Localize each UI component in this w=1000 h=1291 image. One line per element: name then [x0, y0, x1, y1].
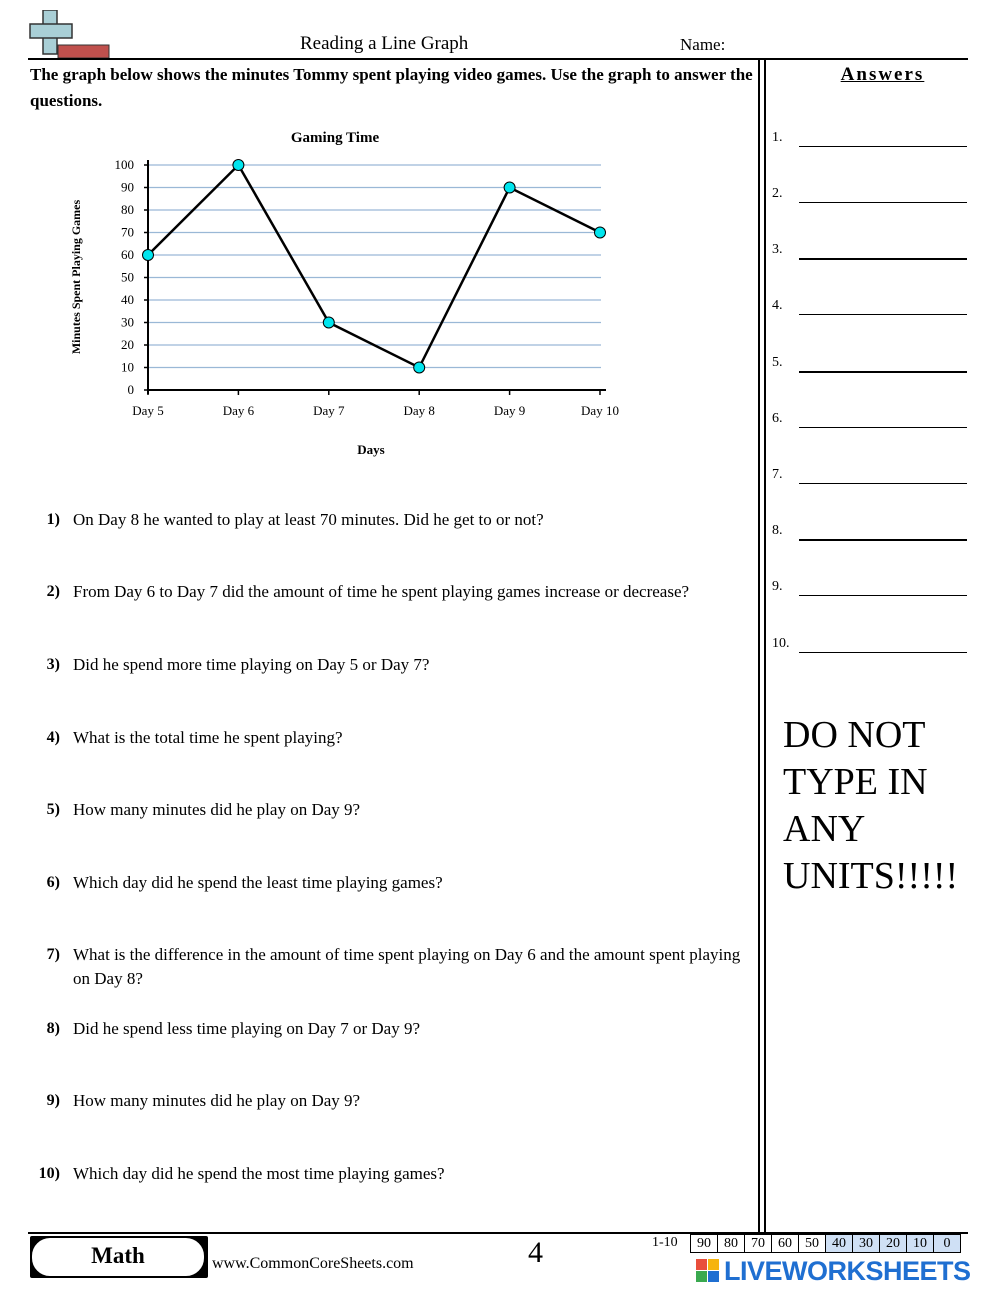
data-point	[595, 227, 606, 238]
y-tick-label: 70	[121, 224, 134, 240]
y-tick-label: 10	[121, 359, 134, 375]
answer-input[interactable]	[799, 202, 967, 203]
page-number: 4	[528, 1236, 543, 1269]
y-axis-label: Minutes Spent Playing Games	[69, 199, 83, 355]
data-line	[148, 165, 600, 368]
y-tick-label: 0	[127, 382, 134, 397]
answer-input[interactable]	[799, 539, 967, 541]
x-tick-label: Day 8	[403, 403, 435, 418]
subject-badge: Math	[30, 1236, 206, 1278]
header-divider	[28, 58, 968, 60]
score-cell: 90	[691, 1235, 718, 1253]
answer-row	[772, 130, 972, 152]
data-point	[323, 317, 334, 328]
answers-title: Answers	[840, 64, 925, 85]
x-tick-label: Day 10	[581, 403, 619, 418]
answer-row	[772, 186, 972, 208]
data-point	[504, 182, 515, 193]
question-text: What is the total time he spent playing?	[73, 728, 343, 747]
answer-label: 4.	[772, 298, 783, 313]
answer-row	[772, 242, 972, 264]
answer-input[interactable]	[799, 483, 967, 484]
answer-label: 2.	[772, 186, 783, 201]
x-tick-label: Day 5	[132, 403, 164, 418]
x-tick-label: Day 9	[493, 403, 526, 418]
x-tick-label: Day 7	[313, 403, 345, 418]
answer-input[interactable]	[799, 595, 967, 596]
answer-input[interactable]	[799, 258, 967, 260]
page-title: Reading a Line Graph	[300, 33, 469, 54]
data-point	[233, 160, 244, 171]
score-cell: 70	[745, 1235, 772, 1253]
data-point	[143, 250, 154, 261]
question-text: On Day 8 he wanted to play at least 70 minutes. Did he get to or not?	[73, 510, 544, 529]
answer-input[interactable]	[799, 146, 967, 147]
y-tick-label: 30	[121, 314, 134, 330]
logo-icon	[28, 10, 112, 60]
answer-row	[772, 411, 972, 433]
question-text: Which day did he spend the most time playing games?	[73, 1164, 445, 1183]
y-tick-label: 40	[121, 292, 134, 307]
answer-input[interactable]	[799, 652, 967, 653]
answer-label: 9.	[772, 579, 783, 594]
y-tick-label: 60	[121, 247, 134, 262]
answer-label: 6.	[772, 411, 783, 426]
liveworksheets-cubes-icon	[696, 1259, 722, 1285]
line-chart	[60, 120, 660, 465]
score-range-label: 1-10	[652, 1235, 678, 1250]
question-text: From Day 6 to Day 7 did the amount of time he spent playing games increase or decrease?	[73, 582, 690, 601]
answer-row	[772, 636, 972, 658]
score-cell: 40	[826, 1235, 853, 1253]
question-text: Did he spend less time playing on Day 7 or Day 9?	[73, 1019, 421, 1038]
name-label: Name:	[680, 35, 726, 54]
question-number: 9)	[46, 1092, 60, 1109]
question-text: Which day did he spend the least time playing games?	[73, 873, 443, 892]
score-cell: 20	[880, 1235, 907, 1253]
question-number: 6)	[46, 874, 60, 891]
y-tick-label: 50	[121, 269, 134, 285]
question-number: 8)	[46, 1020, 60, 1037]
answer-row	[772, 467, 972, 489]
no-units-notice: DO NOT TYPE IN ANY UNITS!!!!!	[783, 714, 959, 897]
instructions: The graph below shows the minutes Tommy spent playing video games. Use the graph to answer the questions.	[30, 65, 753, 110]
y-tick-label: 80	[121, 202, 134, 217]
score-cell: 60	[772, 1235, 799, 1253]
column-divider	[758, 60, 760, 1235]
answer-label: 8.	[772, 523, 783, 538]
question-number: 1)	[46, 511, 60, 528]
x-axis-label: Days	[357, 442, 385, 457]
score-table	[690, 1234, 961, 1253]
column-divider	[764, 60, 766, 1235]
liveworksheets-logo: LIVEWORKSHEETS	[724, 1256, 971, 1286]
score-cell: 30	[853, 1235, 880, 1253]
y-tick-label: 20	[121, 337, 134, 352]
score-cell: 10	[907, 1235, 934, 1253]
answer-label: 1.	[772, 130, 783, 145]
y-tick-label: 90	[121, 179, 134, 195]
x-tick-label: Day 6	[222, 403, 255, 418]
score-cell: 50	[799, 1235, 826, 1253]
data-point	[414, 362, 425, 373]
question-number: 5)	[46, 801, 60, 818]
chart-title: Gaming Time	[290, 130, 380, 146]
question-text: How many minutes did he play on Day 9?	[73, 800, 361, 819]
score-cell: 80	[718, 1235, 745, 1253]
answer-input[interactable]	[799, 427, 967, 428]
score-cell: 0	[934, 1235, 961, 1253]
website-link: www.CommonCoreSheets.com	[212, 1255, 414, 1272]
answer-label: 10.	[772, 636, 790, 651]
y-tick-label: 100	[114, 157, 134, 172]
answer-row	[772, 579, 972, 601]
question-number: 10)	[38, 1165, 60, 1182]
answer-input[interactable]	[799, 314, 967, 315]
answer-label: 5.	[772, 355, 783, 370]
answer-row	[772, 298, 972, 320]
answer-label: 3.	[772, 242, 783, 257]
answer-input[interactable]	[799, 371, 967, 373]
question-text: How many minutes did he play on Day 9?	[73, 1091, 361, 1110]
question-number: 3)	[46, 656, 60, 673]
answer-row	[772, 523, 972, 545]
question-text: Did he spend more time playing on Day 5 or Day 7?	[73, 655, 430, 674]
question-text: What is the difference in the amount of time spent playing on Day 6 and the amount spent playing on Day 8?	[73, 945, 741, 988]
question-number: 2)	[46, 583, 60, 600]
question-number: 4)	[46, 729, 60, 746]
answer-row	[772, 355, 972, 377]
question-number: 7)	[46, 946, 60, 963]
answer-label: 7.	[772, 467, 783, 482]
